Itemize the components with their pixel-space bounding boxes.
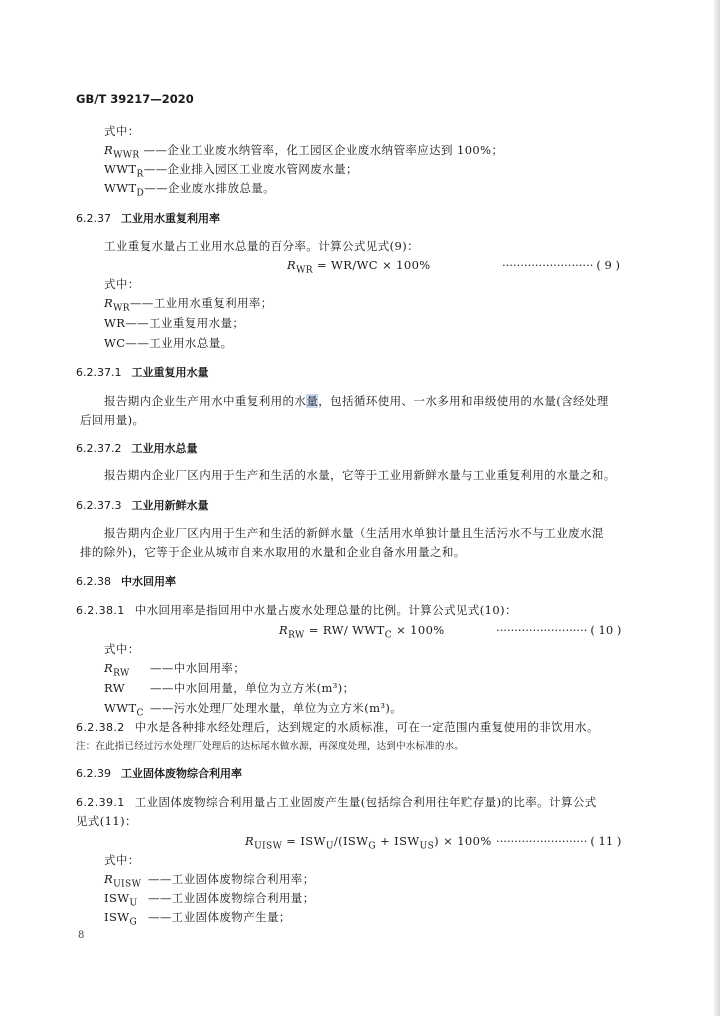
equation-number: ························· ( 11 ) [496,834,622,848]
equation-10: $R_{RW} = RW/$ $WWT_C \times 100\%$ [279,623,445,641]
var-definition: $R_{WR}——$工业用水重复利用率； [104,296,273,314]
section-heading: 6.2.37.3 工业用新鲜水量 [76,499,209,512]
section-heading: 6.2.37 工业用水重复利用率 [76,212,220,225]
equation-number: ························· ( 10 ) [496,623,622,637]
var-definition: WC——工业用水总量。 [104,336,233,350]
var-definition: WR——工业重复用水量； [104,316,245,330]
paragraph: 报告期内企业生产用水中重复利用的水量，包括循环使用、一水多用和串级使用的水量(含经处理 [104,394,609,408]
paragraph: 工业重复水量占工业用水总量的百分率。计算公式见式(9)： [104,239,419,253]
paragraph: 排的除外)，它等于企业从城市自来水取用的水量和企业自备水用量之和。 [80,545,466,559]
section-heading: 6.2.37.2 工业用水总量 [76,442,198,455]
paragraph: 报告期内企业厂区内用于生产和生活的新鲜水量（生活用水单独计量且生活污水不与工业废水混 [104,526,604,540]
page-number: 8 [78,930,85,941]
equation-9: $R_{WR} = WR/WC \times 100\%$ [287,258,431,276]
section-heading: 6.2.38 中水回用率 [76,575,176,588]
paragraph: 见式(11)： [76,814,137,828]
paragraph: 6.2.38.1 中水回用率是指回用中水量占废水处理总量的比例。计算公式见式(10)： [76,603,517,617]
where-label: 式中： [104,277,140,291]
paragraph: 6.2.38.2 中水是各种排水经处理后，达到规定的水质标准，可在一定范围内重复使用的非饮用水。 [76,720,599,734]
var-definition: $R_{WWR}$ ——企业工业废水纳管率，化工园区企业废水纳管率应达到 100%； [104,143,504,161]
var-definition: $WWT_R——$企业排入园区工业废水管网废水量； [104,162,358,180]
paragraph: 报告期内企业厂区内用于生产和生活的水量，它等于工业用新鲜水量与工业重复利用的水量之和。 [104,468,616,482]
var-definition: $WWT_D——$企业废水排放总量。 [104,181,276,199]
page-edge-shadow [714,0,720,1016]
standard-number: GB/T 39217—2020 [76,92,194,106]
var-definition: $R_{UISW}$ ——工业固体废物综合利用率； [104,872,315,890]
text-selection-highlight: 量 [306,394,319,408]
var-definition: $ISW_G$ ——工业固体废物产生量； [104,910,291,928]
paragraph: 后回用量)。 [80,413,145,427]
section-heading: 6.2.37.1 工业重复用水量 [76,366,209,379]
var-definition: $ISW_U$ ——工业固体废物综合利用量； [104,891,315,909]
equation-number: ························· ( 9 ) [502,258,620,272]
var-definition: RW ——中水回用量，单位为立方米(m³)； [104,681,355,695]
where-label: 式中： [104,124,140,138]
section-heading: 6.2.39 工业固体废物综合利用率 [76,767,242,780]
var-definition: $R_{RW}$ ——中水回用率； [104,661,246,679]
note: 注：在此指已经过污水处理厂处理后的达标尾水做水源，再深度处理，达到中水标准的水。 [76,741,465,752]
equation-11: $R_{UISW} = ISW_U/(ISW_G + ISW_{US}) \times 100\%$ [245,834,492,852]
var-definition: $WWT_C$ ——污水处理厂处理水量，单位为立方米(m³)。 [104,701,403,719]
where-label: 式中： [104,642,140,656]
where-label: 式中： [104,853,140,867]
paragraph: 6.2.39.1 工业固体废物综合利用量占工业固废产生量(包括综合利用往年贮存量)的比率。计算公式 [76,795,597,809]
